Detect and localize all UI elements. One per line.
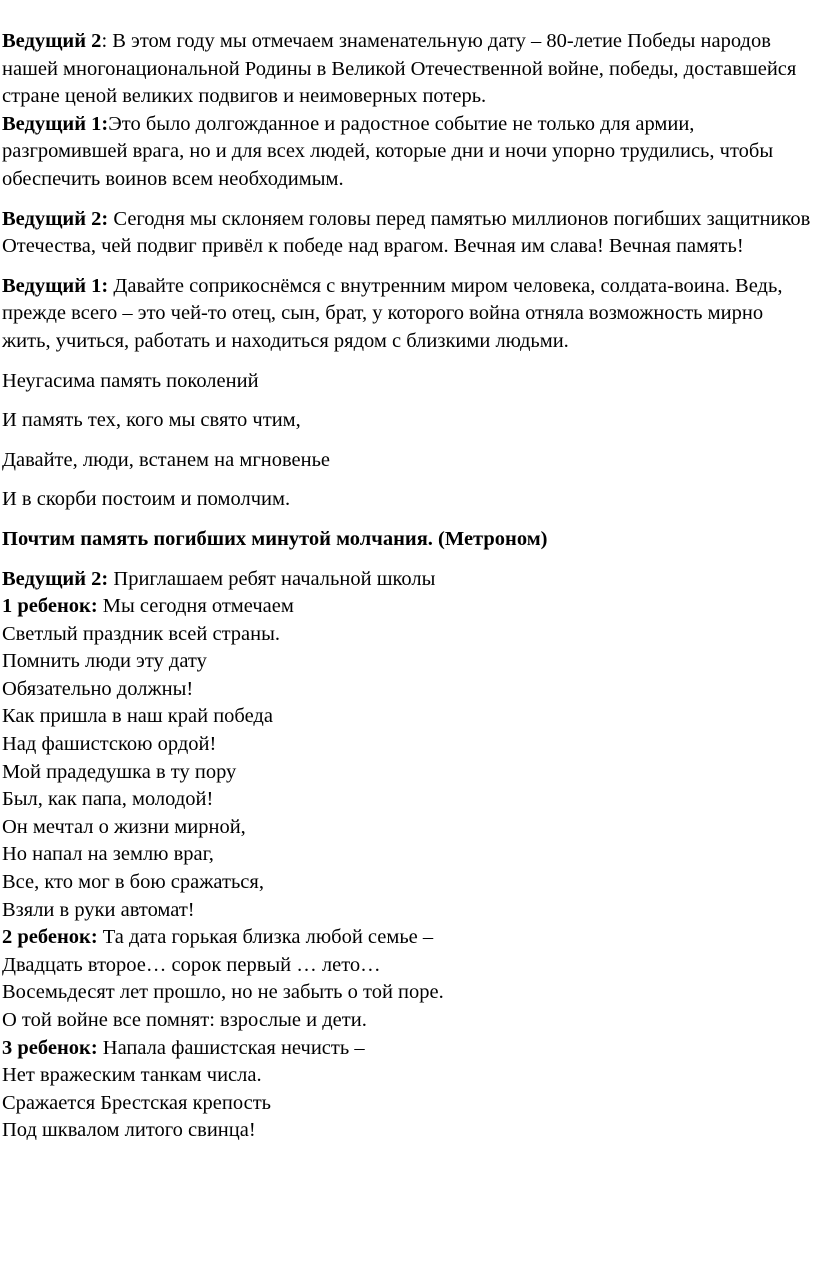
paragraph-text: Это было долгожданное и радостное событие не только для армии, разгромившей врага, но и для всех людей, которые дни и ночи упорно трудились, чтобы обеспечить воинов всем необходимым. <box>2 112 774 190</box>
speaker-label: 2 ребенок: <box>2 926 98 949</box>
poem-line: Светлый праздник всей страны. <box>2 622 281 645</box>
poem-line: Нет вражеским танкам числа. <box>2 1064 262 1087</box>
child3-first-line <box>2 1035 812 1063</box>
paragraph-presenter1-event <box>2 111 812 194</box>
paragraph-presenter2-intro <box>2 28 812 111</box>
poem-line: Как пришла в наш край победа <box>2 705 273 728</box>
poem-text: Напала фашистская нечисть – <box>97 1036 365 1059</box>
paragraph-text: : В этом году мы отмечаем знаменательную дату – 80-летие Победы народов нашей многонациональной Родины в Великой Отечественной войне, победы, доставшейся стране ценой великих подвигов и неимоверных потерь. <box>2 30 797 108</box>
poem-line: Двадцать второе… сорок первый … лето… <box>2 953 381 976</box>
speaker-label: Ведущий 2 <box>2 30 102 52</box>
speaker-label: Ведущий 1: <box>2 274 109 297</box>
poem-line: Восемьдесят лет прошло, но не забыть о той поре. <box>2 981 444 1004</box>
child1-first-line <box>2 593 812 621</box>
paragraph-presenter2-memory <box>2 206 812 261</box>
paragraph-presenter1-soldier <box>2 273 812 356</box>
poem-line: И память тех, кого мы свято чтим, <box>2 409 301 432</box>
poem-line: Обязательно должны! <box>2 677 194 700</box>
poem-line: Давайте, люди, встанем на мгновенье <box>2 448 331 471</box>
speaker-label: 1 ребенок: <box>2 595 98 618</box>
speaker-label: 3 ребенок: <box>2 1036 98 1059</box>
paragraph-text: Приглашаем ребят начальной школы <box>108 567 436 590</box>
poem-line: Мой прадедушка в ту пору <box>2 760 237 783</box>
speaker-label: Ведущий 2: <box>2 567 109 590</box>
paragraph-presenter2-invite <box>2 566 812 594</box>
poem-line: Помнить люди эту дату <box>2 650 207 673</box>
poem-line: Неугасима память поколений <box>2 369 259 392</box>
child2-first-line <box>2 924 812 952</box>
paragraph-text: Давайте соприкоснёмся с внутренним миром человека, солдата-воина. Ведь, прежде всего – это чей-то отец, сын, брат, у которого война отняла возможность мирно жить, учиться, работать и находиться рядом с близкими людьми. <box>2 274 783 352</box>
poem-line: О той войне все помнят: взрослые и дети. <box>2 1009 367 1031</box>
paragraph-text: Сегодня мы склоняем головы перед памятью миллионов погибших защитников Отечества, чей подвиг привёл к победе над врагом. Вечная им слава! Вечная память! <box>2 207 811 258</box>
poem-line: Сражается Брестская крепость <box>2 1091 272 1114</box>
poem-line: Все, кто мог в бою сражаться, <box>2 871 264 894</box>
poem-line: Но напал на землю враг, <box>2 843 214 866</box>
poem-text: Мы сегодня отмечаем <box>97 595 294 618</box>
poem-line: Над фашистскою ордой! <box>2 733 217 756</box>
poem-line: Взяли в руки автомат! <box>2 898 195 921</box>
poem-line: Он мечтал о жизни мирной, <box>2 815 246 838</box>
speaker-label: Ведущий 1: <box>2 112 109 135</box>
poem-line: Был, как папа, молодой! <box>2 788 214 811</box>
speaker-label: Ведущий 2: <box>2 207 109 230</box>
poem-text: Та дата горькая близка любой семье – <box>97 926 434 949</box>
poem-line: Под шквалом литого свинца! <box>2 1119 256 1142</box>
poem-line: И в скорби постоим и помолчим. <box>2 488 291 511</box>
minute-of-silence-heading: Почтим память погибших минутой молчания. (Метроном) <box>2 527 548 550</box>
